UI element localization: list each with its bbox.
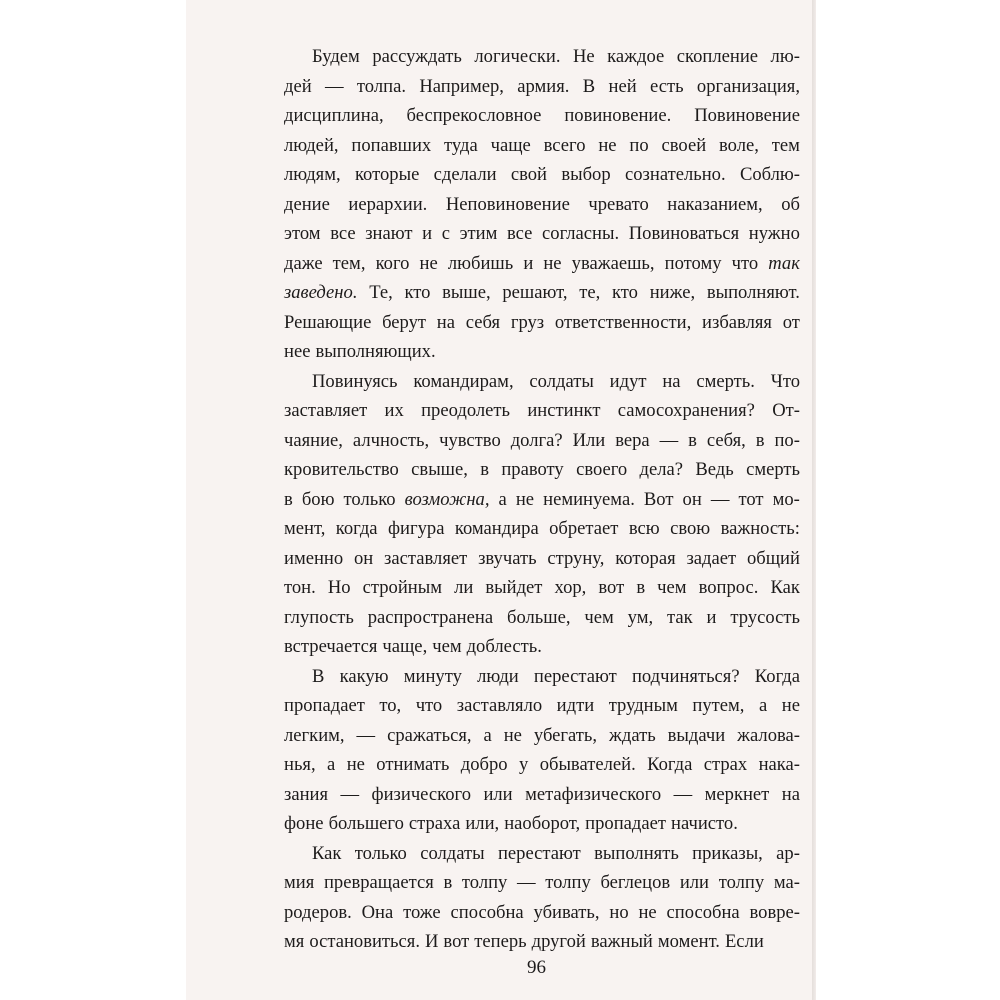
word: Неповиновение [445, 193, 570, 215]
word: физического [371, 783, 471, 805]
word: повиновение. [564, 105, 672, 126]
word: Как [312, 842, 342, 864]
word: перестают [497, 842, 581, 864]
word: способна [450, 901, 524, 923]
word: трусость [730, 606, 800, 628]
word: инстинкт [527, 400, 601, 421]
word: лю- [770, 46, 800, 67]
text-line [284, 691, 800, 721]
word: об [781, 193, 800, 215]
word: перестают [533, 665, 617, 687]
word: людей, [284, 134, 339, 156]
word: кого [375, 252, 410, 274]
word: на [436, 311, 456, 333]
word: вот [443, 931, 470, 952]
word: фигура [387, 518, 445, 539]
text-line [284, 780, 800, 810]
word: общий [746, 547, 800, 569]
word: сделали [433, 164, 497, 185]
word: смерть [746, 459, 800, 480]
word: выбор [561, 164, 611, 185]
word: глупость [284, 606, 354, 628]
word: чревато [588, 193, 649, 215]
word: вовре- [749, 901, 800, 923]
word: идти [556, 695, 595, 716]
word: звучать [478, 547, 537, 569]
text-line [284, 219, 800, 249]
text-line [284, 485, 800, 515]
word: — [325, 75, 344, 97]
text-line [284, 249, 800, 279]
text-line [284, 662, 800, 692]
word: наказанием, [667, 193, 763, 215]
word: толпу [718, 872, 765, 893]
word: другой [531, 931, 586, 952]
word: что [731, 252, 759, 274]
text-line [284, 190, 800, 220]
word: остановиться. [309, 931, 420, 952]
word: самосохранения? [617, 400, 755, 421]
body-text [284, 42, 800, 957]
word: не [638, 901, 657, 923]
word: все [330, 223, 356, 244]
word: знают [365, 223, 413, 244]
word: вот [598, 577, 625, 598]
word: трудным [608, 695, 678, 716]
word: нее [284, 341, 311, 362]
word: дение [284, 193, 330, 215]
word: он [353, 547, 374, 569]
word: наоборот, [504, 813, 581, 834]
word: неминуема. [543, 488, 635, 510]
word: и [706, 606, 717, 628]
word: рассуждать [372, 46, 462, 67]
text-line [284, 809, 800, 839]
text-line [284, 632, 800, 662]
text-line [284, 898, 800, 928]
text-line [284, 131, 800, 161]
word: Повинуясь [312, 370, 398, 392]
word: даже [284, 252, 323, 274]
word: а [327, 754, 336, 775]
word: люди [477, 665, 519, 687]
word: фоне [284, 813, 324, 834]
word: ней [608, 75, 637, 97]
word: возможна, [404, 488, 490, 510]
word: ум, [627, 606, 654, 628]
word: момент. [657, 931, 720, 952]
word: минуту [403, 665, 462, 687]
text-line [284, 337, 800, 367]
word: только [343, 488, 396, 510]
word: или [483, 783, 513, 805]
word: Она [361, 901, 394, 923]
word: каждое [607, 46, 665, 67]
word: на [781, 783, 800, 805]
word: легким, [284, 724, 345, 746]
word: мя [284, 931, 305, 952]
word: не [515, 488, 535, 510]
word: бою [301, 488, 335, 510]
word: задает [686, 547, 737, 569]
word: избавляя [702, 311, 772, 333]
word: пропадает [284, 695, 365, 716]
word: пропадает [585, 813, 667, 834]
word: И [424, 931, 439, 952]
word: Ведь [695, 459, 734, 480]
word: В [312, 665, 325, 687]
word: кто [612, 282, 638, 303]
word: своей [661, 134, 707, 156]
word: Вот [643, 488, 674, 510]
word: путем, [692, 695, 745, 716]
word: дела? [639, 459, 684, 480]
text-line [284, 72, 800, 102]
word: на [662, 370, 681, 392]
word: идут [609, 370, 647, 392]
word: тем, [332, 252, 366, 274]
word: алчность, [352, 429, 430, 451]
word: жалова- [737, 724, 800, 746]
word: большего [328, 813, 404, 834]
word: — [659, 429, 679, 451]
word: в [755, 429, 765, 451]
word: ли [454, 577, 474, 598]
word: что [415, 695, 443, 716]
word: армия. [517, 75, 570, 97]
word: именно [284, 547, 344, 569]
word: а [758, 695, 768, 716]
word: — [517, 872, 536, 893]
word: беглецов [600, 872, 671, 893]
word: тот [738, 488, 764, 510]
word: тон. [284, 577, 316, 598]
word: долга? [510, 429, 563, 451]
word: толпа. [356, 75, 406, 97]
word: себя, [706, 429, 746, 451]
word: нака- [758, 754, 800, 775]
word: в [636, 577, 646, 598]
word: так [667, 606, 693, 628]
word: толпу [545, 872, 591, 893]
word: важный [590, 931, 653, 952]
word: От- [772, 400, 800, 421]
word: обретает [549, 518, 619, 539]
word: хор, [554, 577, 587, 598]
word: заведено. [284, 282, 358, 303]
word: те, [579, 282, 601, 303]
word: Не [572, 46, 595, 67]
word: страх [703, 754, 748, 775]
word: убегать, [533, 724, 598, 746]
word: выполнять [594, 842, 679, 864]
word: так [768, 252, 800, 274]
word: теперь [474, 931, 527, 952]
text-line [284, 544, 800, 574]
word: сражаться, [387, 724, 472, 746]
word: приказы, [692, 842, 763, 864]
word: нья, [284, 754, 316, 775]
word: всего [543, 134, 586, 156]
text-line [284, 868, 800, 898]
word: скопление [676, 46, 759, 67]
word: встречается [284, 636, 378, 657]
word: какую [339, 665, 389, 687]
text-line [284, 308, 800, 338]
paragraph [284, 662, 800, 839]
word: ждать [609, 724, 656, 746]
text-line [284, 426, 800, 456]
word: попавших [351, 134, 432, 156]
word: или, [465, 813, 500, 834]
word: которая [615, 547, 676, 569]
word: чем [584, 606, 614, 628]
text-line [284, 42, 800, 72]
text-line [284, 927, 800, 957]
word: подчиняться? [631, 665, 740, 687]
word: солдаты [529, 370, 594, 392]
word: чувство [439, 429, 501, 451]
word: правоту [501, 459, 564, 480]
text-line [284, 603, 800, 633]
word: Когда [647, 754, 693, 775]
word: Соблю- [739, 164, 800, 185]
word: не [598, 134, 617, 156]
word: командирам, [413, 370, 514, 392]
word: выйдет [485, 577, 543, 598]
word: начисто. [671, 813, 738, 834]
word: любишь [447, 252, 514, 274]
word: заставляло [456, 695, 543, 716]
text-line [284, 455, 800, 485]
word: в [480, 459, 490, 480]
word: Будем [312, 46, 360, 67]
word: Например, [419, 75, 504, 97]
word: превращается [323, 872, 434, 893]
word: чаяние, [284, 429, 343, 451]
word: чем [432, 636, 462, 657]
word: солдаты [420, 842, 485, 864]
text-line [284, 396, 800, 426]
word: от [782, 311, 800, 333]
word: когда [335, 518, 378, 539]
word: родеров. [284, 901, 352, 923]
word: добро [460, 754, 508, 775]
word: страха [408, 813, 461, 834]
word: и [422, 223, 433, 244]
word: вопрос. [698, 577, 759, 598]
word: мия [284, 872, 315, 893]
word: тоже [403, 901, 441, 923]
word: кто [404, 282, 431, 303]
word: всю [628, 518, 660, 539]
word: ма- [773, 872, 800, 893]
word: только [354, 842, 407, 864]
word: он [682, 488, 702, 510]
word: не [503, 724, 522, 746]
word: в [443, 872, 453, 893]
word: с [441, 223, 450, 244]
word: не [543, 252, 562, 274]
text-line [284, 514, 800, 544]
word: чаще, [382, 636, 428, 657]
word: себя [465, 311, 501, 333]
word: их [384, 400, 404, 421]
text-line [284, 278, 800, 308]
word: толпу [461, 872, 508, 893]
word: которые [354, 164, 420, 185]
word: этим [459, 223, 498, 244]
word: логически. [474, 46, 561, 67]
word: командира [454, 518, 539, 539]
word: смерть. [696, 370, 755, 392]
word: мо- [772, 488, 800, 510]
word: беспрекословное [406, 105, 542, 126]
word: свыше, [411, 459, 468, 480]
word: Или [572, 429, 606, 451]
word: Как [770, 577, 800, 598]
page-number: 96 [527, 957, 546, 978]
text-line [284, 750, 800, 780]
word: своего [576, 459, 628, 480]
word: важность: [720, 518, 800, 539]
word: стройным [362, 577, 443, 598]
word: обывателей. [539, 754, 636, 775]
word: и [523, 252, 534, 274]
word: тем [771, 134, 800, 156]
word: вера [615, 429, 650, 451]
word: все [507, 223, 533, 244]
word: Повиноваться [628, 223, 740, 244]
word: распространена [367, 606, 494, 628]
paragraph [284, 367, 800, 662]
word: Те, [369, 282, 393, 303]
word: выполняют. [706, 282, 800, 303]
word: груз [510, 311, 545, 333]
word: отнимать [376, 754, 450, 775]
word: — [340, 783, 360, 805]
word: выдачи [667, 724, 726, 746]
word: берут [382, 311, 427, 333]
word: в [688, 429, 697, 451]
word: Что [770, 370, 800, 392]
word: есть [650, 75, 684, 97]
word: ар- [776, 842, 800, 864]
word: убивать, [533, 901, 600, 923]
word: больше, [506, 606, 571, 628]
word: — [356, 724, 376, 746]
word: людям, [284, 164, 341, 185]
word: сознательно. [624, 164, 726, 185]
word: а [498, 488, 507, 510]
word: дей [284, 75, 312, 97]
word: зания [284, 783, 329, 805]
word: уважаешь, [571, 252, 655, 274]
word: иерархии. [348, 193, 428, 215]
word: — [710, 488, 730, 510]
word: струну, [547, 547, 605, 569]
text-line [284, 367, 800, 397]
word: ответственности, [554, 311, 692, 333]
word: свою [670, 518, 711, 539]
word: по- [774, 429, 800, 451]
word: у [519, 754, 529, 775]
word: по [629, 134, 649, 156]
word: выше, [442, 282, 491, 303]
word: доблесть. [466, 636, 542, 657]
word: в [284, 488, 293, 510]
word: этом [284, 223, 321, 244]
word: — [673, 783, 693, 805]
word: чем [657, 577, 687, 598]
word: решают, [502, 282, 568, 303]
word: или [679, 872, 710, 893]
paper-edge [812, 0, 816, 1000]
word: выполняющих. [315, 341, 436, 362]
word: дисциплина, [284, 105, 384, 126]
word: ниже, [649, 282, 696, 303]
word: организация, [696, 75, 800, 97]
text-line [284, 721, 800, 751]
word: метафизического [525, 783, 662, 805]
word: В [582, 75, 596, 97]
word: чаще [490, 134, 531, 156]
word: преодолеть [421, 400, 511, 421]
text-line [284, 160, 800, 190]
word: Повиновение [694, 105, 800, 126]
word: способна [666, 901, 740, 923]
word: а [483, 724, 492, 746]
word: то, [379, 695, 402, 716]
word: меркнет [704, 783, 770, 805]
paragraph [284, 839, 800, 957]
word: нужно [748, 223, 800, 244]
word: не [346, 754, 365, 775]
word: Но [327, 577, 351, 598]
text-line [284, 101, 800, 131]
word: не [781, 695, 800, 716]
word: но [609, 901, 629, 923]
word: туда [444, 134, 478, 156]
word: Если [724, 931, 764, 952]
text-line [284, 573, 800, 603]
word: мент, [284, 518, 326, 539]
word: не [419, 252, 438, 274]
word: воле, [719, 134, 759, 156]
text-line [284, 839, 800, 869]
word: Когда [754, 665, 800, 687]
word: потому [664, 252, 722, 274]
paragraph [284, 42, 800, 367]
word: согласны. [542, 223, 620, 244]
word: Решающие [284, 311, 372, 333]
word: свой [510, 164, 548, 185]
word: заставляет [284, 400, 368, 421]
word: кровительство [284, 459, 399, 480]
word: заставляет [384, 547, 468, 569]
